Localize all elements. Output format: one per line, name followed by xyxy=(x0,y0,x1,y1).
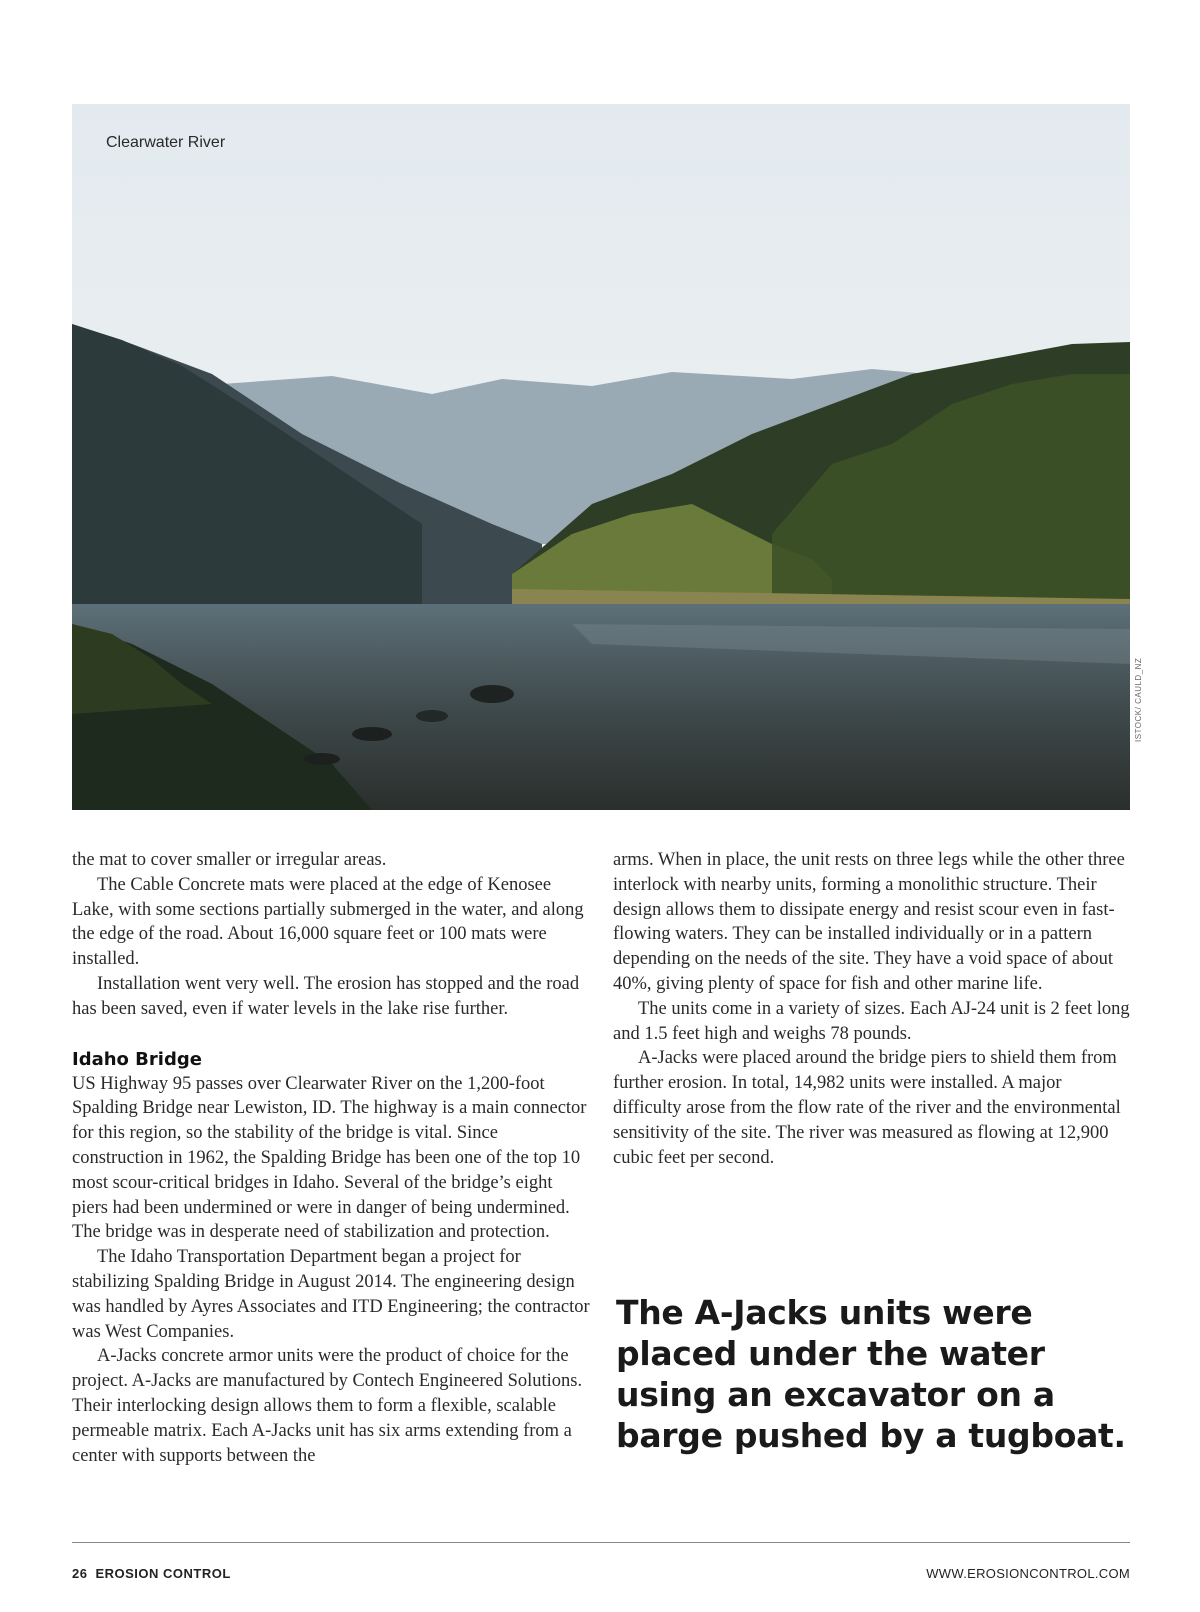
section-heading: Idaho Bridge xyxy=(72,1048,202,1070)
body-paragraph: Installation went very well. The erosion has stopped and the road has been saved, even if water levels in the lake rise further. xyxy=(72,973,580,1019)
page-number: 26 xyxy=(72,1566,88,1581)
body-paragraph: the mat to cover smaller or irregular areas. xyxy=(72,850,387,870)
publication-name: EROSION CONTROL xyxy=(95,1566,231,1581)
body-paragraph: The units come in a variety of sizes. Each AJ-24 unit is 2 feet long and 1.5 feet high and weighs 78 pounds. xyxy=(613,998,1130,1044)
body-paragraph: The Idaho Transportation Department began a project for stabilizing Spalding Bridge in August 2014. The engineering design was handled by Ayres Associates and ITD Engineering; the contractor was West Companies. xyxy=(72,1247,590,1342)
body-paragraph: A-Jacks concrete armor units were the product of choice for the project. A-Jacks are manufactured by Contech Engineered Solutions. Their interlocking design allows them to form a flexible, scalable permeable matrix. Each A-Jacks unit has six arms extending from a center with supports between the xyxy=(72,1346,583,1466)
footer-folio xyxy=(72,1566,231,1581)
right-column xyxy=(613,848,1133,1170)
body-paragraph: arms. When in place, the unit rests on three legs while the other three interlock with nearby units, forming a monolithic structure. Their design allows them to dissipate energy and resist scour even in fast-flowing waters. They can be installed individually or in a pattern depending on the needs of the site. They have a void space of about 40%, giving plenty of space for fish and other marine life. xyxy=(613,850,1125,994)
photo-caption: Clearwater River xyxy=(106,134,226,151)
photo-credit: ISTOCK/ CAULD_NZ xyxy=(1134,657,1143,742)
body-paragraph: The Cable Concrete mats were placed at the edge of Kenosee Lake, with some sections partially submerged in the water, and along the edge of the road. About 16,000 square feet or 100 mats were installed. xyxy=(72,874,584,970)
river-photo xyxy=(72,104,1130,810)
footer-rule xyxy=(72,1542,1130,1543)
river-landscape-image xyxy=(72,104,1130,810)
website-link[interactable]: WWW.EROSIONCONTROL.COM xyxy=(926,1566,1130,1581)
body-paragraph: US Highway 95 passes over Clearwater River on the 1,200-foot Spalding Bridge near Lewiston, ID. The highway is a main connector for this region, so the stability of the bridge is vital. Since construction in 1962, the Spalding Bridge has been one of the top 10 most scour-critical bridges in Idaho. Several of the bridge’s eight piers had been undermined or were in danger of being undermined. The bridge was in desperate need of stabilization and protection. xyxy=(72,1073,587,1243)
pull-quote: The A-Jacks units were placed under the water using an excavator on a barge pushed by a tugboat. xyxy=(616,1293,1126,1455)
left-column xyxy=(72,848,592,1468)
body-paragraph: A-Jacks were placed around the bridge piers to shield them from further erosion. In total, 14,982 units were installed. A major difficulty arose from the flow rate of the river and the environmental sensitivity of the site. The river was measured as flowing at 12,900 cubic feet per second. xyxy=(613,1048,1121,1168)
